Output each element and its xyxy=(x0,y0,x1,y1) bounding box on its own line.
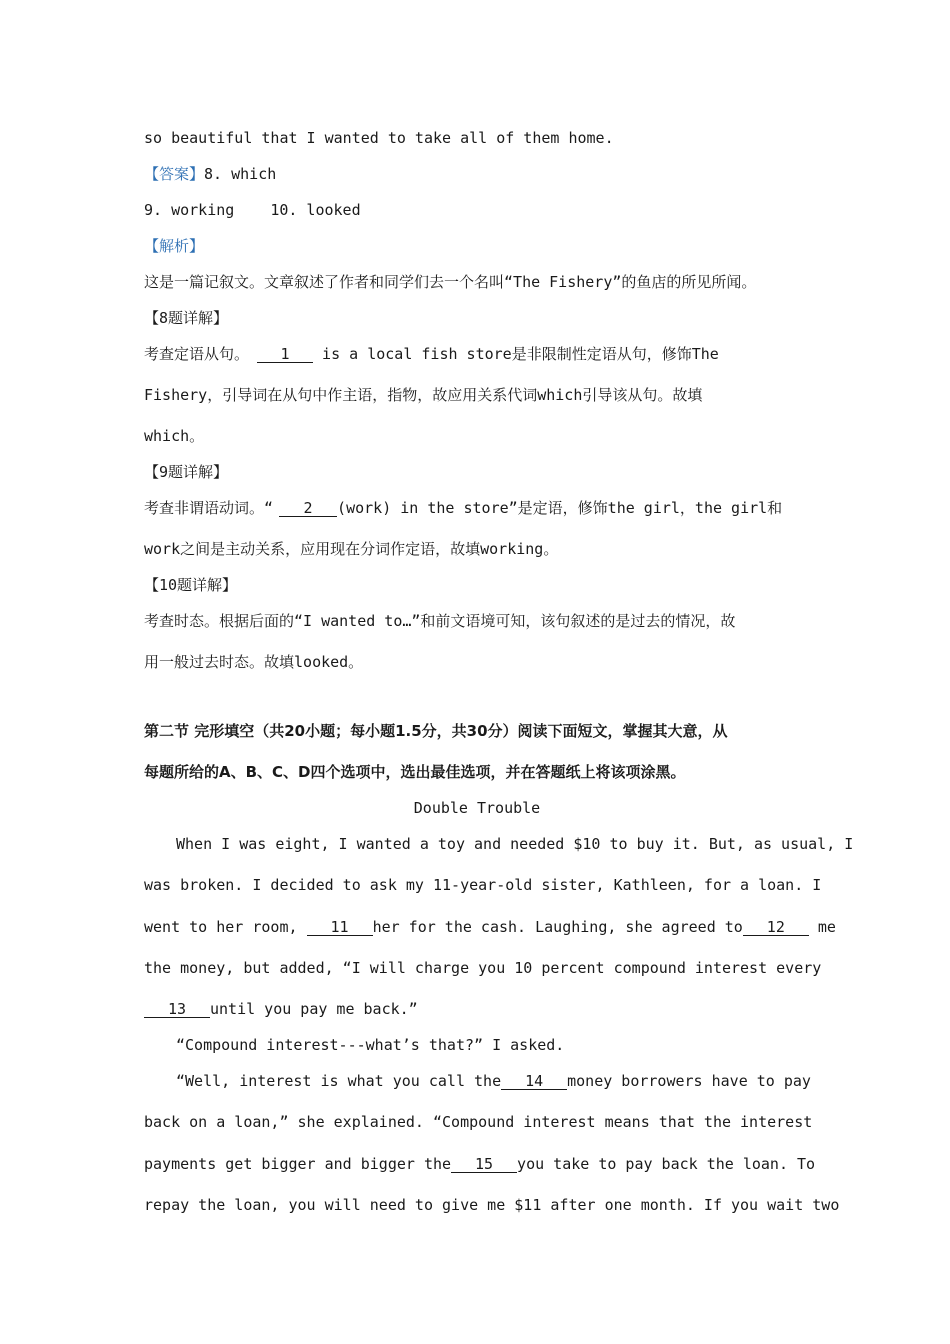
q9-line-1 xyxy=(144,498,810,518)
passage-line: When I was eight, I wanted a toy and needed $10 to buy it. But, as usual, I xyxy=(176,835,854,853)
passage-line: was broken. I decided to ask my 11-year-old sister, Kathleen, for a loan. I xyxy=(144,876,822,894)
q8-title: 【8题详解】 xyxy=(144,309,229,327)
analysis-summary: 这是一篇记叙文。文章叙述了作者和同学们去一个名叫“The Fishery”的鱼店的所见所闻。 xyxy=(144,273,757,291)
q10-line-2: 用一般过去时态。故填looked。 xyxy=(144,653,364,671)
answer-9: 9. working xyxy=(144,201,235,219)
section-title-2: 每题所给的A、B、C、D四个选项中，选出最佳选项，并在答题纸上将该项涂黑。 xyxy=(144,763,686,781)
passage-line xyxy=(144,999,810,1019)
passage-text: payments get bigger and bigger the xyxy=(144,1155,452,1173)
blank-2: 2 xyxy=(279,500,337,517)
passage-line: the money, but added, “I will charge you 10 percent compound interest every xyxy=(144,959,822,977)
passage-title: Double Trouble xyxy=(413,799,541,817)
passage-text: her for the cash. Laughing, she agreed to xyxy=(372,918,743,936)
passage-line: back on a loan,” she explained. “Compound interest means that the interest xyxy=(144,1113,813,1131)
blank-1: 1 xyxy=(257,346,313,363)
q10-line-1: 考查时态。根据后面的“I wanted to…”和前文语境可知，该句叙述的是过去的情况，故 xyxy=(144,612,736,630)
q8-text-a: 考查定语从句。 xyxy=(144,345,250,363)
blank-11: 11 xyxy=(307,919,373,936)
passage-text: me xyxy=(808,918,836,936)
passage-line: “Compound interest---what’s that?” I asked. xyxy=(176,1036,565,1054)
passage-line xyxy=(144,917,836,937)
blank-14: 14 xyxy=(501,1073,567,1090)
answer-line xyxy=(144,164,810,184)
passage-text: money borrowers have to pay xyxy=(567,1072,811,1090)
q9-text-a: 考查非谓语动词。“ xyxy=(144,499,274,517)
text-line: so beautiful that I wanted to take all of them home. xyxy=(144,129,614,147)
passage-line xyxy=(144,1154,816,1174)
passage-text: “Well, interest is what you call the xyxy=(176,1072,502,1090)
blank-15: 15 xyxy=(451,1156,517,1173)
passage-line: repay the loan, you will need to give me $11 after one month. If you wait two xyxy=(144,1196,840,1214)
q10-title: 【10题详解】 xyxy=(144,576,238,594)
q9-title: 【9题详解】 xyxy=(144,463,229,481)
q9-text-b: (work) in the store”是定语，修饰the girl，the girl和 xyxy=(337,499,783,517)
blank-13: 13 xyxy=(144,1001,210,1018)
q8-line-3: which。 xyxy=(144,427,205,445)
answer-line-2 xyxy=(144,200,810,220)
passage-text: you take to pay back the loan. To xyxy=(517,1155,816,1173)
q8-line-2: Fishery，引导词在从句中作主语，指物，故应用关系代词which引导该从句。故填 xyxy=(144,386,703,404)
q9-line-2: work之间是主动关系，应用现在分词作定语，故填working。 xyxy=(144,540,559,558)
passage-text: until you pay me back.” xyxy=(210,1000,418,1018)
q8-line-1 xyxy=(144,344,810,364)
passage-text: went to her room, xyxy=(144,918,307,936)
answer-10: 10. looked xyxy=(270,201,361,219)
answer-8: 8. which xyxy=(204,165,277,183)
answer-tag: 【答案】 xyxy=(144,165,205,183)
passage-line xyxy=(176,1071,810,1091)
analysis-tag: 【解析】 xyxy=(144,237,205,255)
section-title-1: 第二节 完形填空（共20小题；每小题1.5分，共30分）阅读下面短文，掌握其大意，从 xyxy=(144,722,728,740)
blank-12: 12 xyxy=(743,919,809,936)
q8-text-b: is a local fish store是非限制性定语从句，修饰The xyxy=(313,345,719,363)
